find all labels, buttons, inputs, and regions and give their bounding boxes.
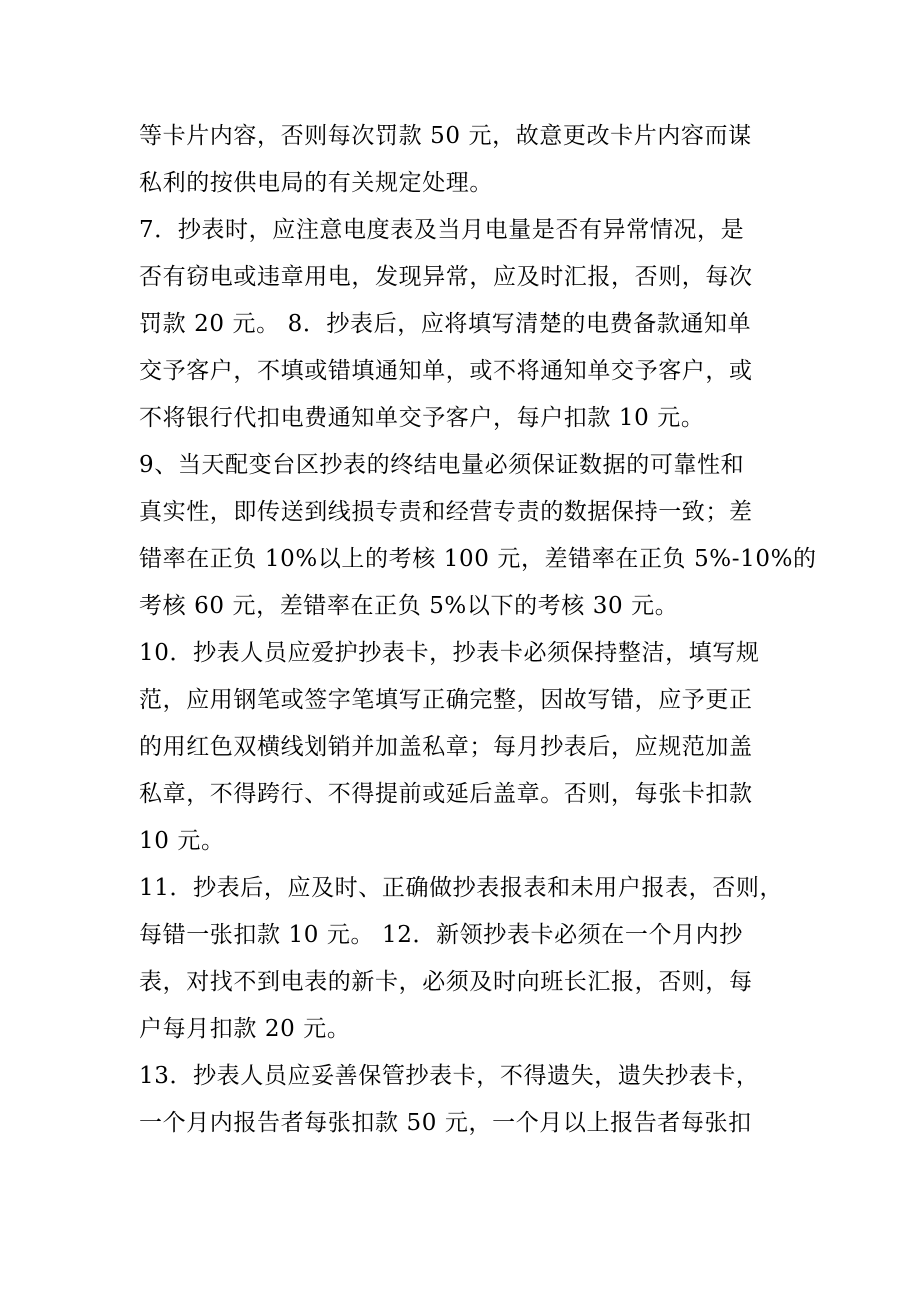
text-line: 考核 60 元，差错率在正负 5%以下的考核 30 元。	[139, 593, 679, 619]
text-line: 10．抄表人员应爱护抄表卡，抄表卡必须保持整洁，填写规	[139, 640, 760, 666]
text-line: 私章，不得跨行、不得提前或延后盖章。否则，每张卡扣款	[139, 781, 753, 807]
text-line: 13．抄表人员应妥善保管抄表卡，不得遗失，遗失抄表卡，	[139, 1063, 760, 1089]
text-line: 户每月扣款 20 元。	[139, 1016, 351, 1042]
text-line: 的用红色双横线划销并加盖私章；每月抄表后，应规范加盖	[139, 734, 753, 760]
text-line: 9、当天配变台区抄表的终结电量必须保证数据的可靠性和	[139, 452, 745, 478]
text-line: 交予客户，不填或错填通知单，或不将通知单交予客户，或	[139, 358, 753, 384]
text-line: 否有窃电或违章用电，发现异常，应及时汇报，否则，每次	[139, 264, 753, 290]
text-line: 等卡片内容，否则每次罚款 50 元，故意更改卡片内容而谋	[139, 123, 752, 149]
text-line: 7．抄表时，应注意电度表及当月电量是否有异常情况，是	[139, 217, 745, 243]
text-line: 11．抄表后，应及时、正确做抄表报表和未用户报表，否则，	[139, 875, 784, 901]
text-line: 一个月内报告者每张扣款 50 元，一个月以上报告者每张扣	[139, 1110, 752, 1136]
text-line: 10 元。	[139, 828, 225, 854]
document-body	[139, 113, 817, 1147]
text-line: 每错一张扣款 10 元。 12．新领抄表卡必须在一个月内抄	[139, 922, 743, 948]
text-line: 表，对找不到电表的新卡，必须及时向班长汇报，否则，每	[139, 969, 753, 995]
text-line: 真实性，即传送到线损专责和经营专责的数据保持一致；差	[139, 499, 753, 525]
text-line: 不将银行代扣电费通知单交予客户，每户扣款 10 元。	[139, 405, 705, 431]
text-line: 错率在正负 10%以上的考核 100 元，差错率在正负 5%-10%的	[139, 546, 817, 572]
text-line: 罚款 20 元。 8．抄表后，应将填写清楚的电费备款通知单	[139, 311, 752, 337]
text-line: 私利的按供电局的有关规定处理。	[139, 170, 493, 196]
text-line: 范，应用钢笔或签字笔填写正确完整，因故写错，应予更正	[139, 687, 753, 713]
